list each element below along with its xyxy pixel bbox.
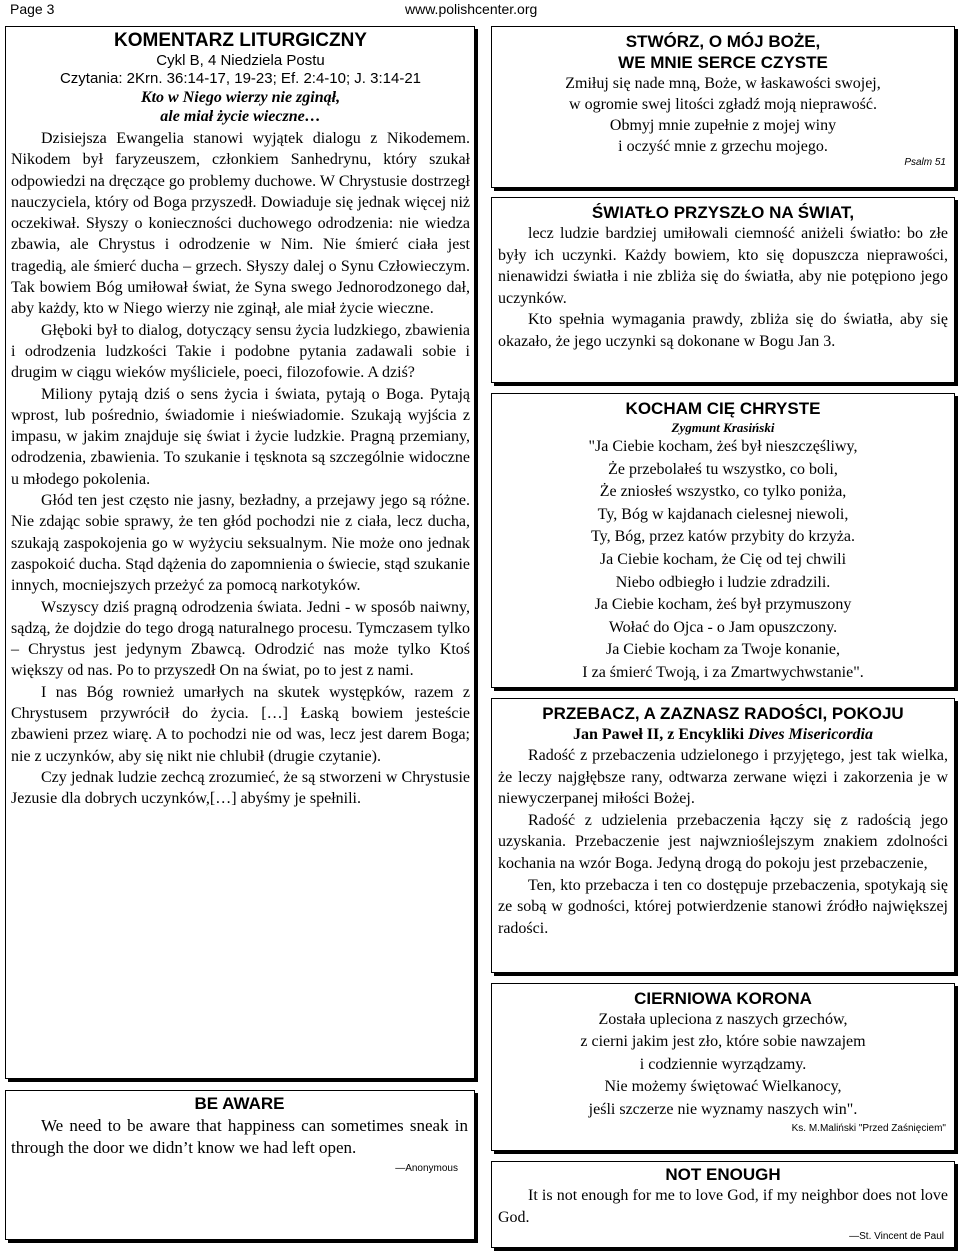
przebacz-subtitle-title: Dives Misericordia xyxy=(748,726,873,743)
przebacz-subtitle xyxy=(498,724,948,745)
komentarz-paragraph: I nas Bóg rownież umarłych na skutek występków, razem z Chrystusem przywrócił do życia. […] Łaską bowiem jesteście zbawieni przez wiarę. A to pochodzi nie od was, lecz jest darem Boga; nie z uczynków, aby się nikt nie chlubił (drugie czytanie). xyxy=(11,683,470,765)
cierniowa-line: i codziennie wyrządzamy. xyxy=(639,1055,807,1073)
stworz-line: w ogromie swej litości zgładź moją nieprawość. xyxy=(569,96,877,113)
komentarz-subtitle: Cykl B, 4 Niedziela Postu xyxy=(156,52,325,69)
przebacz-paragraph: Ten, kto przebacza i ten co dostępuje przebaczenia, spotykają się ze sobą w godności, której potwierdzenie stanowi źródło największej radości. xyxy=(498,876,948,937)
be-aware-signature: —Anonymous xyxy=(395,1163,458,1174)
be-aware-title: BE AWARE xyxy=(194,1094,285,1113)
cierniowa-box xyxy=(491,983,955,1151)
komentarz-paragraph: Miliony pytają dziś o sens życia i świata, pytają o Boga. Pytają wprost, lub pośrednio, świadomie i nieświadomie. Szukają wyjścia z impasu, w jakim znajduje się świat i życie ludzkie. Pragną przemiany, odrodzenia, zbawienia. To szukanie i tęsknota są szczególnie widoczne u młodego pokolenia. xyxy=(11,385,470,488)
komentarz-paragraph: Głęboki był to dialog, dotyczący sensu życia ludzkiego, zbawienia i odrodzenia ludzkości Takie i podobne pytania zadawali sobie i drugim w ciągu wieków myśliciele, poeci, filozofowie. A dziś? xyxy=(11,321,470,382)
komentarz-quote-1: Kto w Niego wierzy nie zginął, xyxy=(140,89,341,106)
kocham-line: Że zniosłeś wszystko, co tylko poniża, xyxy=(599,483,847,501)
kocham-line: Wołać do Ojca - o Jam opuszczony. xyxy=(608,618,838,636)
kocham-author: Zygmunt Krasiński xyxy=(671,420,775,435)
swiatlo-box xyxy=(491,197,955,383)
stworz-line: Zmiłuj się nade mną, Boże, w łaskawości swojej, xyxy=(565,75,881,92)
cierniowa-line: jeśli szczerze nie wyznamy naszych win". xyxy=(588,1100,858,1118)
stworz-signature: Psalm 51 xyxy=(904,157,946,168)
kocham-line: Ja Ciebie kocham, że Cię od tej chwili xyxy=(599,550,847,568)
be-aware-text: We need to be aware that happiness can sometimes sneak in through the door we didn’t know we had left open. xyxy=(11,1116,468,1157)
kocham-line: Ty, Bóg w kajdanach cielesnej niewoli, xyxy=(597,505,849,523)
cierniowa-line: z cierni jakim jest zło, które sobie nawzajem xyxy=(580,1033,866,1051)
komentarz-paragraph: Czy jednak ludzie zechcą zrozumieć, że są stworzeni w Chrystusie Jezusie dla dobrych uczynków,[…] abyśmy je spełnili. xyxy=(11,768,470,808)
kocham-box xyxy=(491,393,955,688)
kocham-line: "Ja Ciebie kocham, żeś był nieszczęśliwy, xyxy=(588,438,858,455)
not-enough-signature: —St. Vincent de Paul xyxy=(849,1231,944,1242)
swiatlo-title: ŚWIATŁO PRZYSZŁO NA ŚWIAT, xyxy=(591,203,855,222)
be-aware-box xyxy=(5,1090,475,1240)
komentarz-readings: Czytania: 2Krn. 36:14-17, 19-23; Ef. 2:4-10; J. 3:14-21 xyxy=(59,70,422,87)
swiatlo-paragraph: lecz ludzie bardziej umiłowali ciemność aniżeli światło: bo złe były ich uczynki. Każdy bowiem, kto się dopuszcza nieprawości, nienawidzi światła i nie zbliża się do światła, aby nie potępiono jego uczynków. xyxy=(498,225,948,307)
komentarz-box xyxy=(5,26,475,1079)
kocham-line: Ja Ciebie kocham, żeś był przymuszony xyxy=(594,596,852,614)
kocham-line: Ty, Bóg, przez katów przybity do krzyża. xyxy=(591,528,855,546)
stworz-box xyxy=(491,26,955,188)
kocham-line: I za śmierć Twoją, i za Zmartwychwstanie". xyxy=(582,663,864,681)
kocham-title: KOCHAM CIĘ CHRYSTE xyxy=(625,399,821,418)
swiatlo-paragraph: Kto spełnia wymagania prawdy, zbliża się do światła, aby się okazało, że jego uczynki są dokonane w Bogu Jan 3. xyxy=(498,311,948,350)
not-enough-title: NOT ENOUGH xyxy=(665,1165,781,1184)
cierniowa-line: Nie możemy świętować Wielkanocy, xyxy=(604,1078,842,1096)
stworz-title-2: WE MNIE SERCE CZYSTE xyxy=(618,53,828,72)
stworz-title-1: STWÓRZ, O MÓJ BOŻE, xyxy=(625,32,821,51)
komentarz-quote-2: ale miał życie wieczne… xyxy=(160,108,321,125)
page-header xyxy=(0,0,960,22)
przebacz-paragraph: Radość z udzielenia przebaczenia łączy się z radością jego uzyskania. Przebaczenie jest najwznioślejszym znakiem zdolności kochania na wzór Boga. Jedyną drogą do pokoju jest przebaczenie, xyxy=(498,811,948,872)
kocham-line: Że przebolałeś tu wszystko, co boli, xyxy=(608,460,838,478)
komentarz-paragraph: Dzisiejsza Ewangelia stanowi wyjątek dialogu z Nikodemem. Nikodem był faryzeuszem, członkiem Sanhedrynu, który szukał odpowiedzi na dręczące go problemy duchowe. W Chrystusie dostrzegł nauczyciela, który od Boga przyszedł. Dowiaduje się jednak więcej niż oczekiwał. Słyszy o konieczności duchowego odrodzenia: nie wiedza zbawia, ale Chrystus i odrodzenie w Nim. Nie śmierć ciała jest tragedią, ale śmierć ducha – grzech. Słyszy dalej o Synu Człowieczym. Tak bowiem Bóg umiłował świat, że Syna swego Jednorodzonego dał, aby każdy, kto w Niego wierzy nie zginął, ale miał życie wieczne. xyxy=(11,130,470,318)
cierniowa-title: CIERNIOWA KORONA xyxy=(634,989,812,1008)
cierniowa-signature: Ks. M.Maliński "Przed Zaśnięciem" xyxy=(791,1123,946,1135)
website-url[interactable]: www.polishcenter.org xyxy=(405,1,538,17)
komentarz-paragraph: Wszyscy dziś pragną odrodzenia świata. Jedni - w sposób naiwny, sądzą, że dojdzie do tego drogą naturalnego procesu. Tymczasem tylko – Chrystus jest jedynym Zbawcą. Odrodzić nas może tylko Ktoś większy od nas. Po to przyszedł On na świat, po to jest z nami. xyxy=(11,598,470,680)
przebacz-box xyxy=(491,698,955,973)
kocham-line: Ja Ciebie kocham za Twoje konanie, xyxy=(605,641,841,659)
not-enough-text: It is not enough for me to love God, if my neighbor does not love God. xyxy=(498,1187,948,1226)
kocham-line: Niebo odbiegło i ludzie zdradzili. xyxy=(615,573,831,591)
przebacz-paragraph: Radość z przebaczenia udzielonego i przyjętego, jest tak wielka, że leczy najgłębsze rany, odtwarza zerwane więzi i zakorzenia je w niewyczerpanej miłości Bożej. xyxy=(498,747,948,808)
cierniowa-line: Została upleciona z naszych grzechów, xyxy=(598,1011,848,1028)
not-enough-box xyxy=(491,1161,955,1248)
przebacz-subtitle-prefix: Jan Paweł II, z Encykliki xyxy=(572,726,749,743)
page-number: Page 3 xyxy=(10,1,55,17)
przebacz-title: PRZEBACZ, A ZAZNASZ RADOŚCI, POKOJU xyxy=(542,704,904,723)
komentarz-paragraph: Głód ten jest często nie jasny, bezładny, a przejawy jego są różne. Nie zdając sobie sprawy, że ten głód pochodzi nie z ciała, lecz ducha, szukają zaspokojenia go w wyżyciu seksualnym. Nie może ono jednak zaspokoić ducha. Stąd dążenia do zapomnienia o świecie, stąd szukanie innych, mocniejszych przeżyć za pomocą narkotyków. xyxy=(11,492,470,595)
komentarz-title: KOMENTARZ LITURGICZNY xyxy=(114,30,367,51)
stworz-line: Obmyj mnie zupełnie z mojej winy xyxy=(609,117,837,134)
stworz-line: i oczyść mnie z grzechu mojego. xyxy=(618,138,828,155)
